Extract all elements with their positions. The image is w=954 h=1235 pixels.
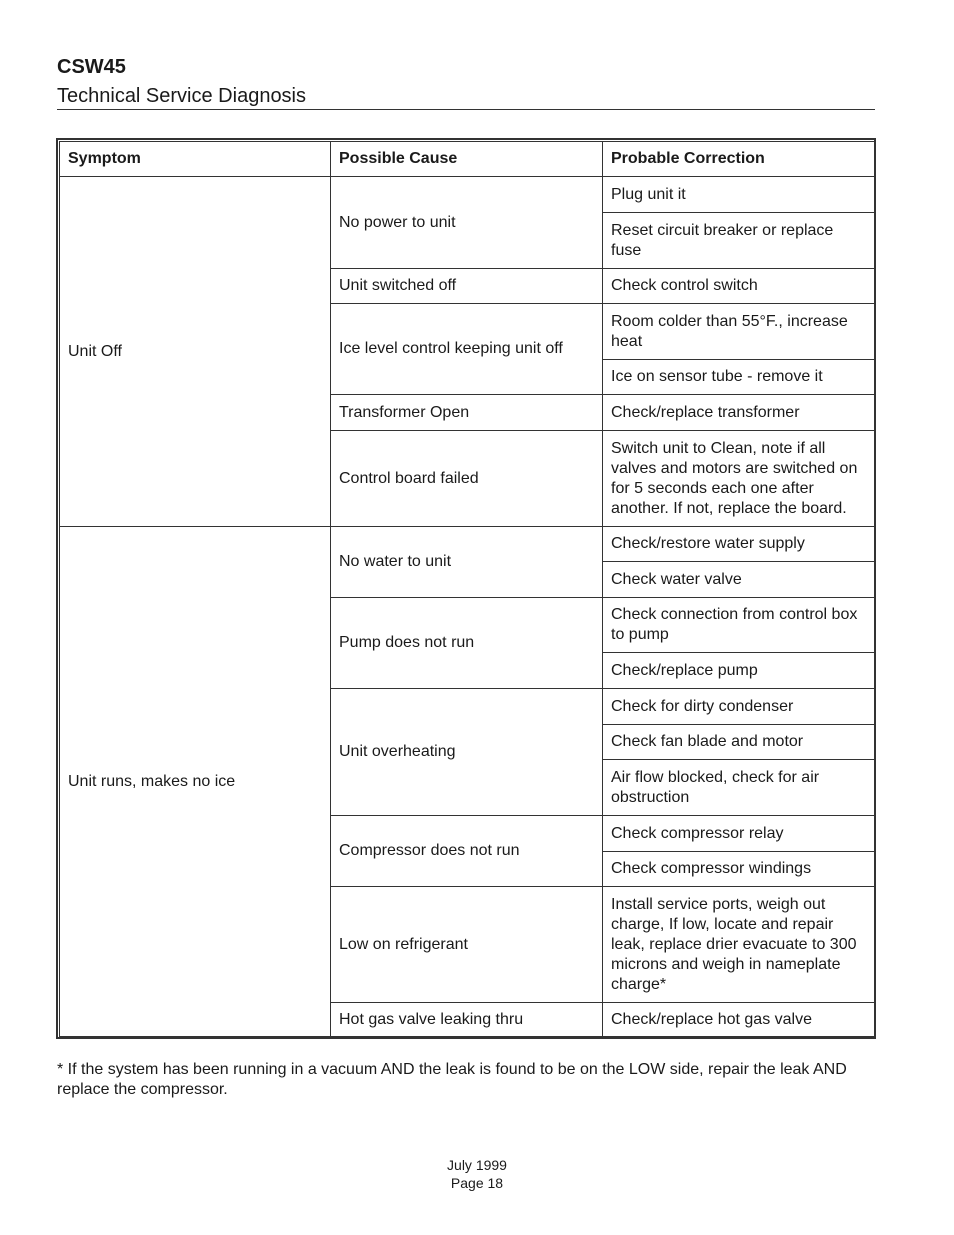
cause-cell: Compressor does not run xyxy=(330,815,603,887)
cause-cell: Unit overheating xyxy=(330,688,603,816)
title-rule xyxy=(57,109,875,110)
cause-cell: Control board failed xyxy=(330,430,603,527)
model-number: CSW45 xyxy=(57,56,126,78)
cause-cell: Unit switched off xyxy=(330,268,603,304)
cause-cell: Low on refrigerant xyxy=(330,886,603,1003)
correction-cell: Check control switch xyxy=(602,268,875,304)
correction-cell: Check for dirty condenser xyxy=(602,688,875,725)
footer-page-number: Page 18 xyxy=(450,1175,504,1191)
correction-cell: Check/restore water supply xyxy=(602,526,875,562)
correction-cell: Ice on sensor tube - remove it xyxy=(602,359,875,395)
correction-cell: Check compressor windings xyxy=(602,851,875,887)
correction-cell: Air flow blocked, check for air obstruction xyxy=(602,759,875,816)
correction-cell: Switch unit to Clean, note if all valves and motors are switched on for 5 seconds each one after another. If not, replace the board. xyxy=(602,430,875,527)
correction-cell: Room colder than 55°F., increase heat xyxy=(602,303,875,360)
correction-cell: Check/replace pump xyxy=(602,652,875,689)
header-symptom: Symptom xyxy=(59,141,331,177)
cause-cell: Ice level control keeping unit off xyxy=(330,303,603,395)
correction-cell: Check compressor relay xyxy=(602,815,875,852)
correction-cell: Reset circuit breaker or replace fuse xyxy=(602,212,875,269)
cause-cell: Transformer Open xyxy=(330,394,603,431)
cause-cell: Pump does not run xyxy=(330,597,603,689)
cause-cell: No power to unit xyxy=(330,176,603,269)
header-probable-correction: Probable Correction xyxy=(602,141,875,177)
correction-cell: Install service ports, weigh out charge, If low, locate and repair leak, replace drier evacuate to 300 microns and weigh in nameplate charge* xyxy=(602,886,875,1003)
page-title: Technical Service Diagnosis xyxy=(57,85,307,107)
correction-cell: Check water valve xyxy=(602,561,875,598)
footer-date: July 1999 xyxy=(447,1157,507,1173)
header-possible-cause: Possible Cause xyxy=(330,141,603,177)
symptom-cell: Unit Off xyxy=(59,176,331,527)
cause-cell: Hot gas valve leaking thru xyxy=(330,1002,603,1037)
correction-cell: Check fan blade and motor xyxy=(602,724,875,760)
footnote: * If the system has been running in a vacuum AND the leak is found to be on the LOW side, repair the leak AND replace the compressor. xyxy=(57,1061,847,1098)
cause-cell: No water to unit xyxy=(330,526,603,598)
symptom-cell: Unit runs, makes no ice xyxy=(59,526,331,1037)
correction-cell: Check/replace transformer xyxy=(602,394,875,431)
correction-cell: Check/replace hot gas valve xyxy=(602,1002,875,1037)
correction-cell: Plug unit it xyxy=(602,176,875,213)
correction-cell: Check connection from control box to pump xyxy=(602,597,875,653)
